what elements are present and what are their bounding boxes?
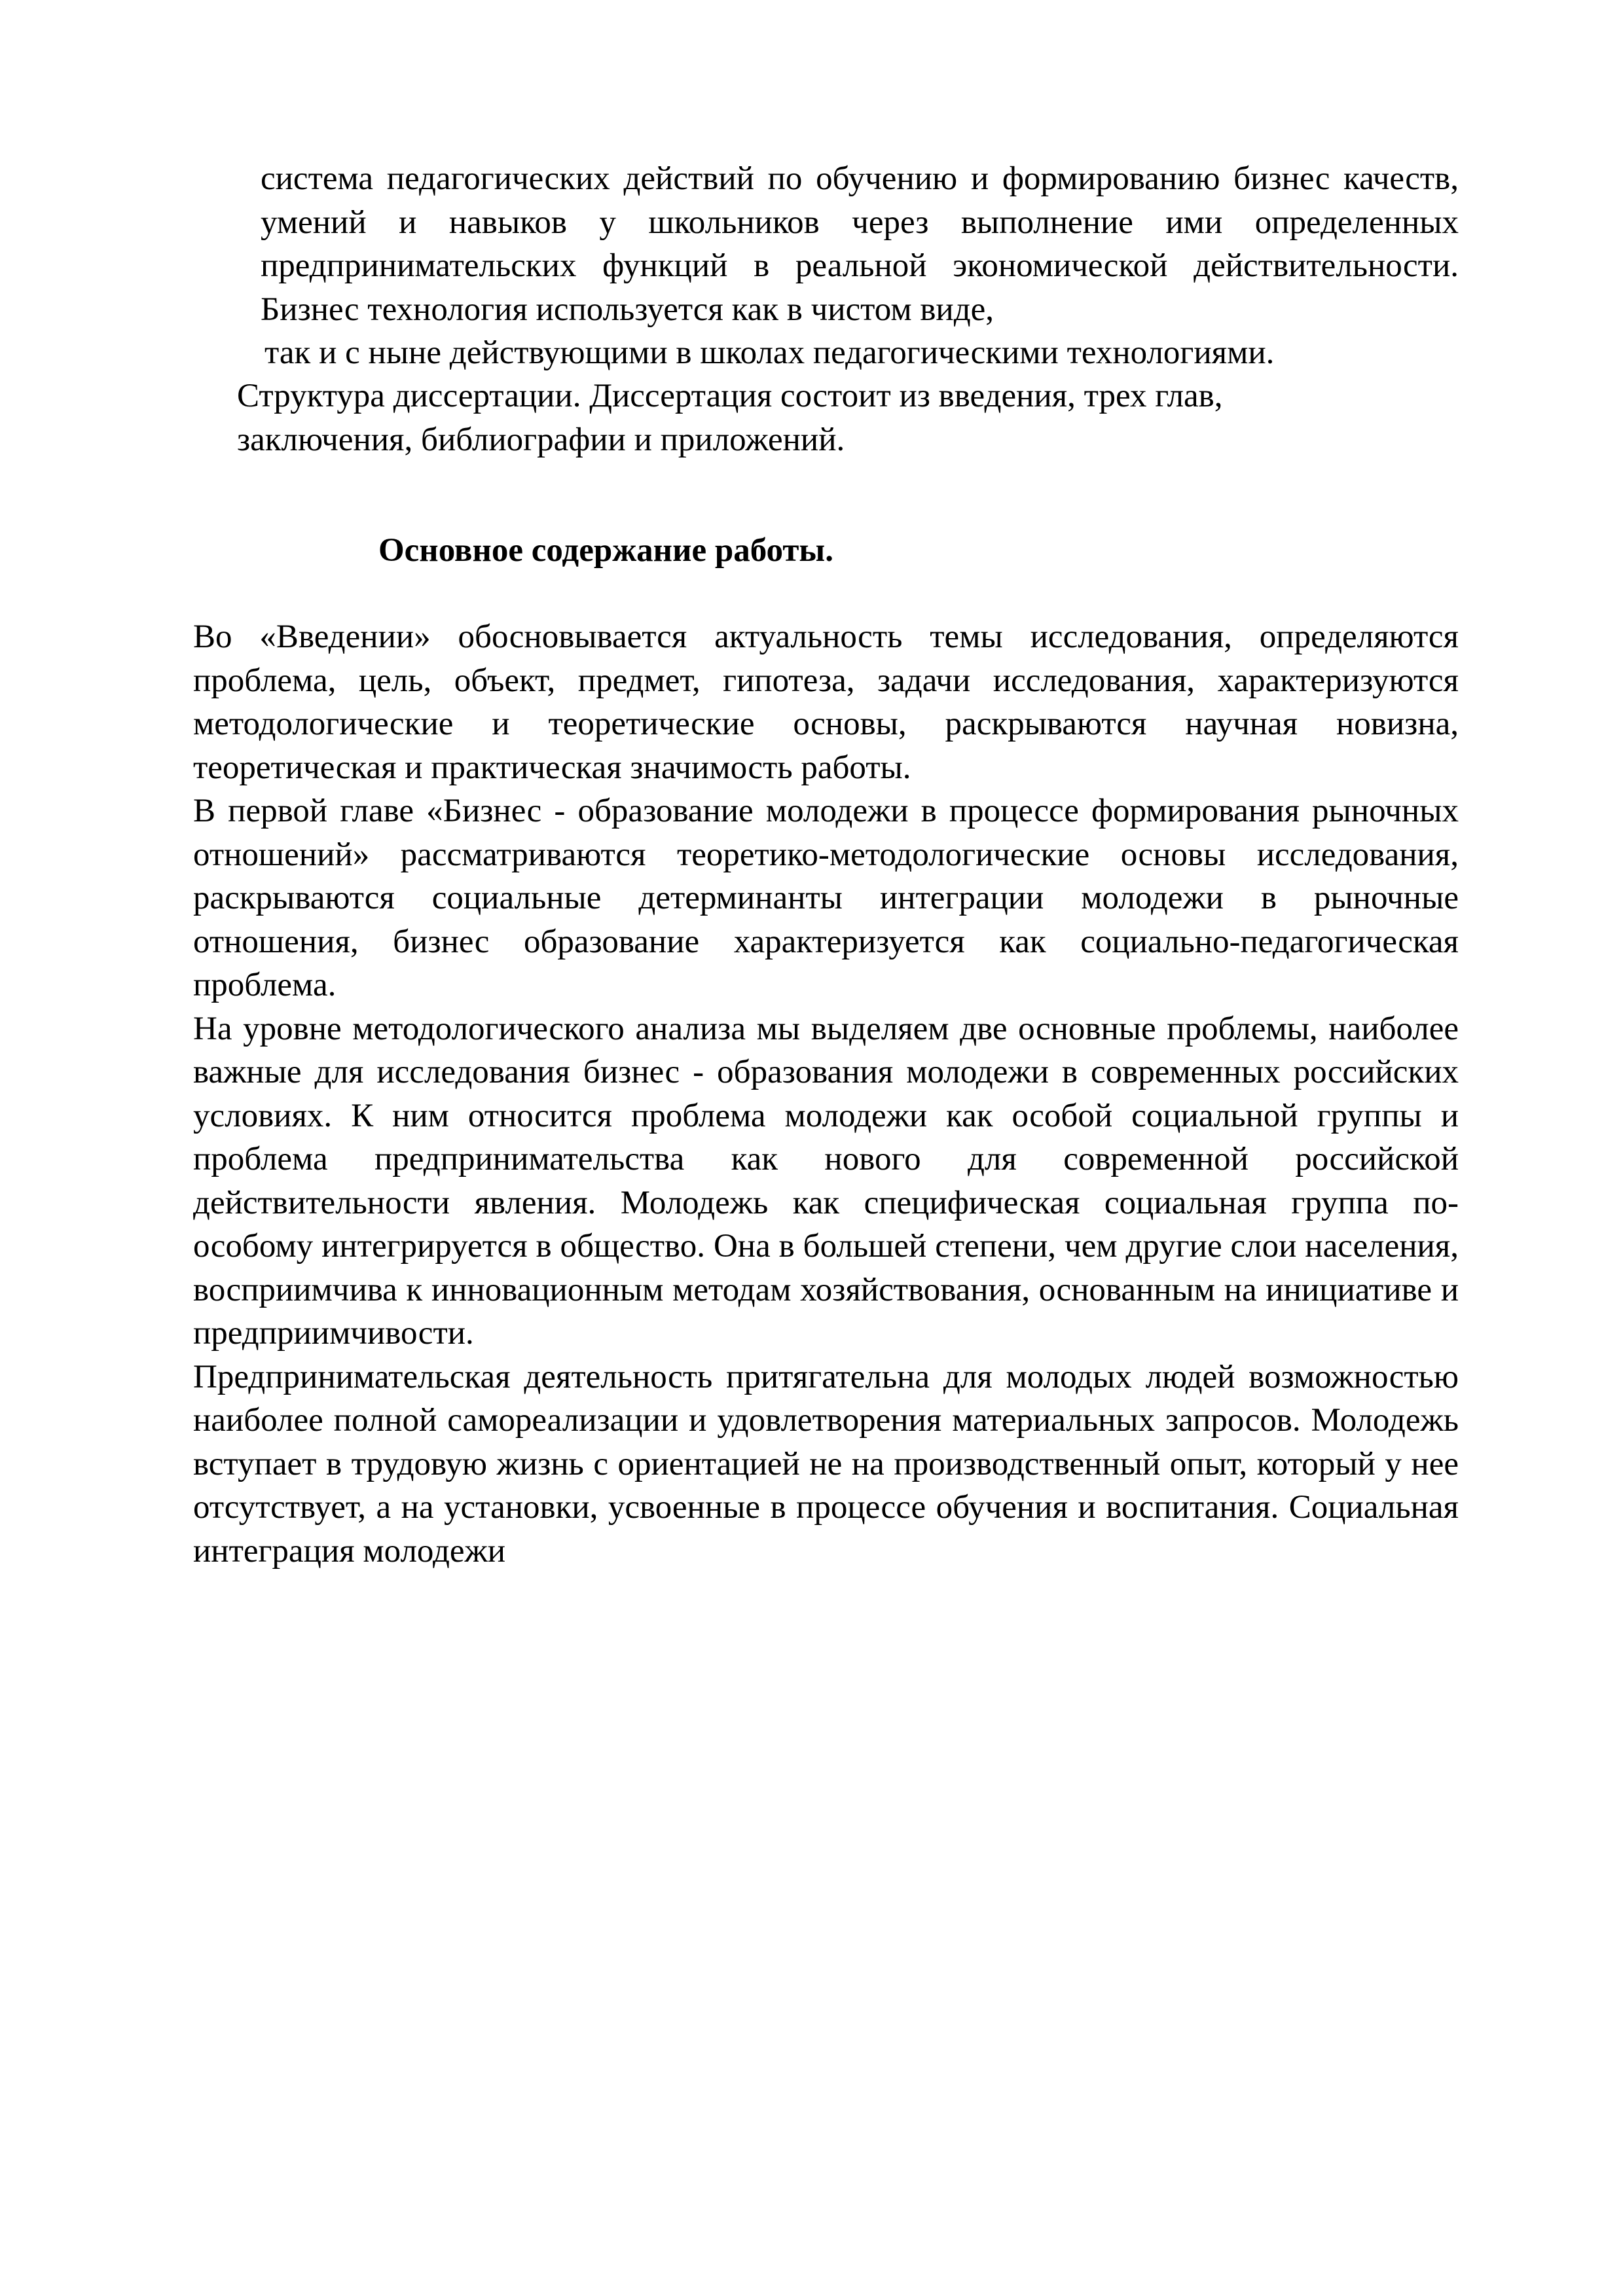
intro-last-line: так и с ныне действующими в школах педагогическими технологиями. (264, 334, 1275, 371)
paragraph-chapter-one: В первой главе «Бизнес - образование молодежи в процессе формирования рыночных отношений» рассматриваются теоретико-методологические основы исследования, раскрываются социальные детерминанты интеграции молодежи в рыночные отношения, бизнес образование характеризуется как социально-педагогическая проблема. (193, 793, 1459, 1003)
structure-paragraph (237, 374, 1415, 461)
paragraph-introduction: Во «Введении» обосновывается актуальность темы исследования, определяются проблема, цель, объект, предмет, гипотеза, задачи исследования, характеризуются методологические и теоретические основы, раскрываются научная новизна, теоретическая и практическая значимость работы. (193, 619, 1459, 786)
section-heading: Основное содержание работы. (378, 532, 833, 569)
paragraph-entrepreneurship: Предпринимательская деятельность притягательна для молодых людей возможностью наиболее полной самореализации и удовлетворения материальных запросов. Молодежь вступает в трудовую жизнь с ориентацией не на производственный опыт, который у нее отсутствует, а на установки, усвоенные в процессе обучения и воспитания. Социальная интеграция молодежи (193, 1358, 1459, 1570)
intro-paragraph: система педагогических действий по обучению и формированию бизнес качеств, умений и навыков у школьников через выполнение ими определенных предпринимательских функций в реальной экономической действительности. Бизнес технология используется как в чистом виде, (261, 160, 1459, 328)
main-content (193, 615, 1459, 1573)
paragraph-methodology: На уровне методологического анализа мы выделяем две основные проблемы, наиболее важные для исследования бизнес - образования молодежи в современных российских условиях. К ним относится проблема молодежи как особой социальной группы и проблема предпринимательства как нового для современной российской действительности явления. Молодежь как специфическая социальная группа по-особому интегрируется в общество. Она в большей степени, чем другие слои населения, восприимчива к инновационным методам хозяйствования, основанным на инициативе и предприимчивости. (193, 1010, 1459, 1352)
structure-line-1: Структура диссертации. Диссертация состоит из введения, трех глав, (237, 378, 1223, 414)
structure-line-2: заключения, библиографии и приложений. (237, 421, 845, 458)
